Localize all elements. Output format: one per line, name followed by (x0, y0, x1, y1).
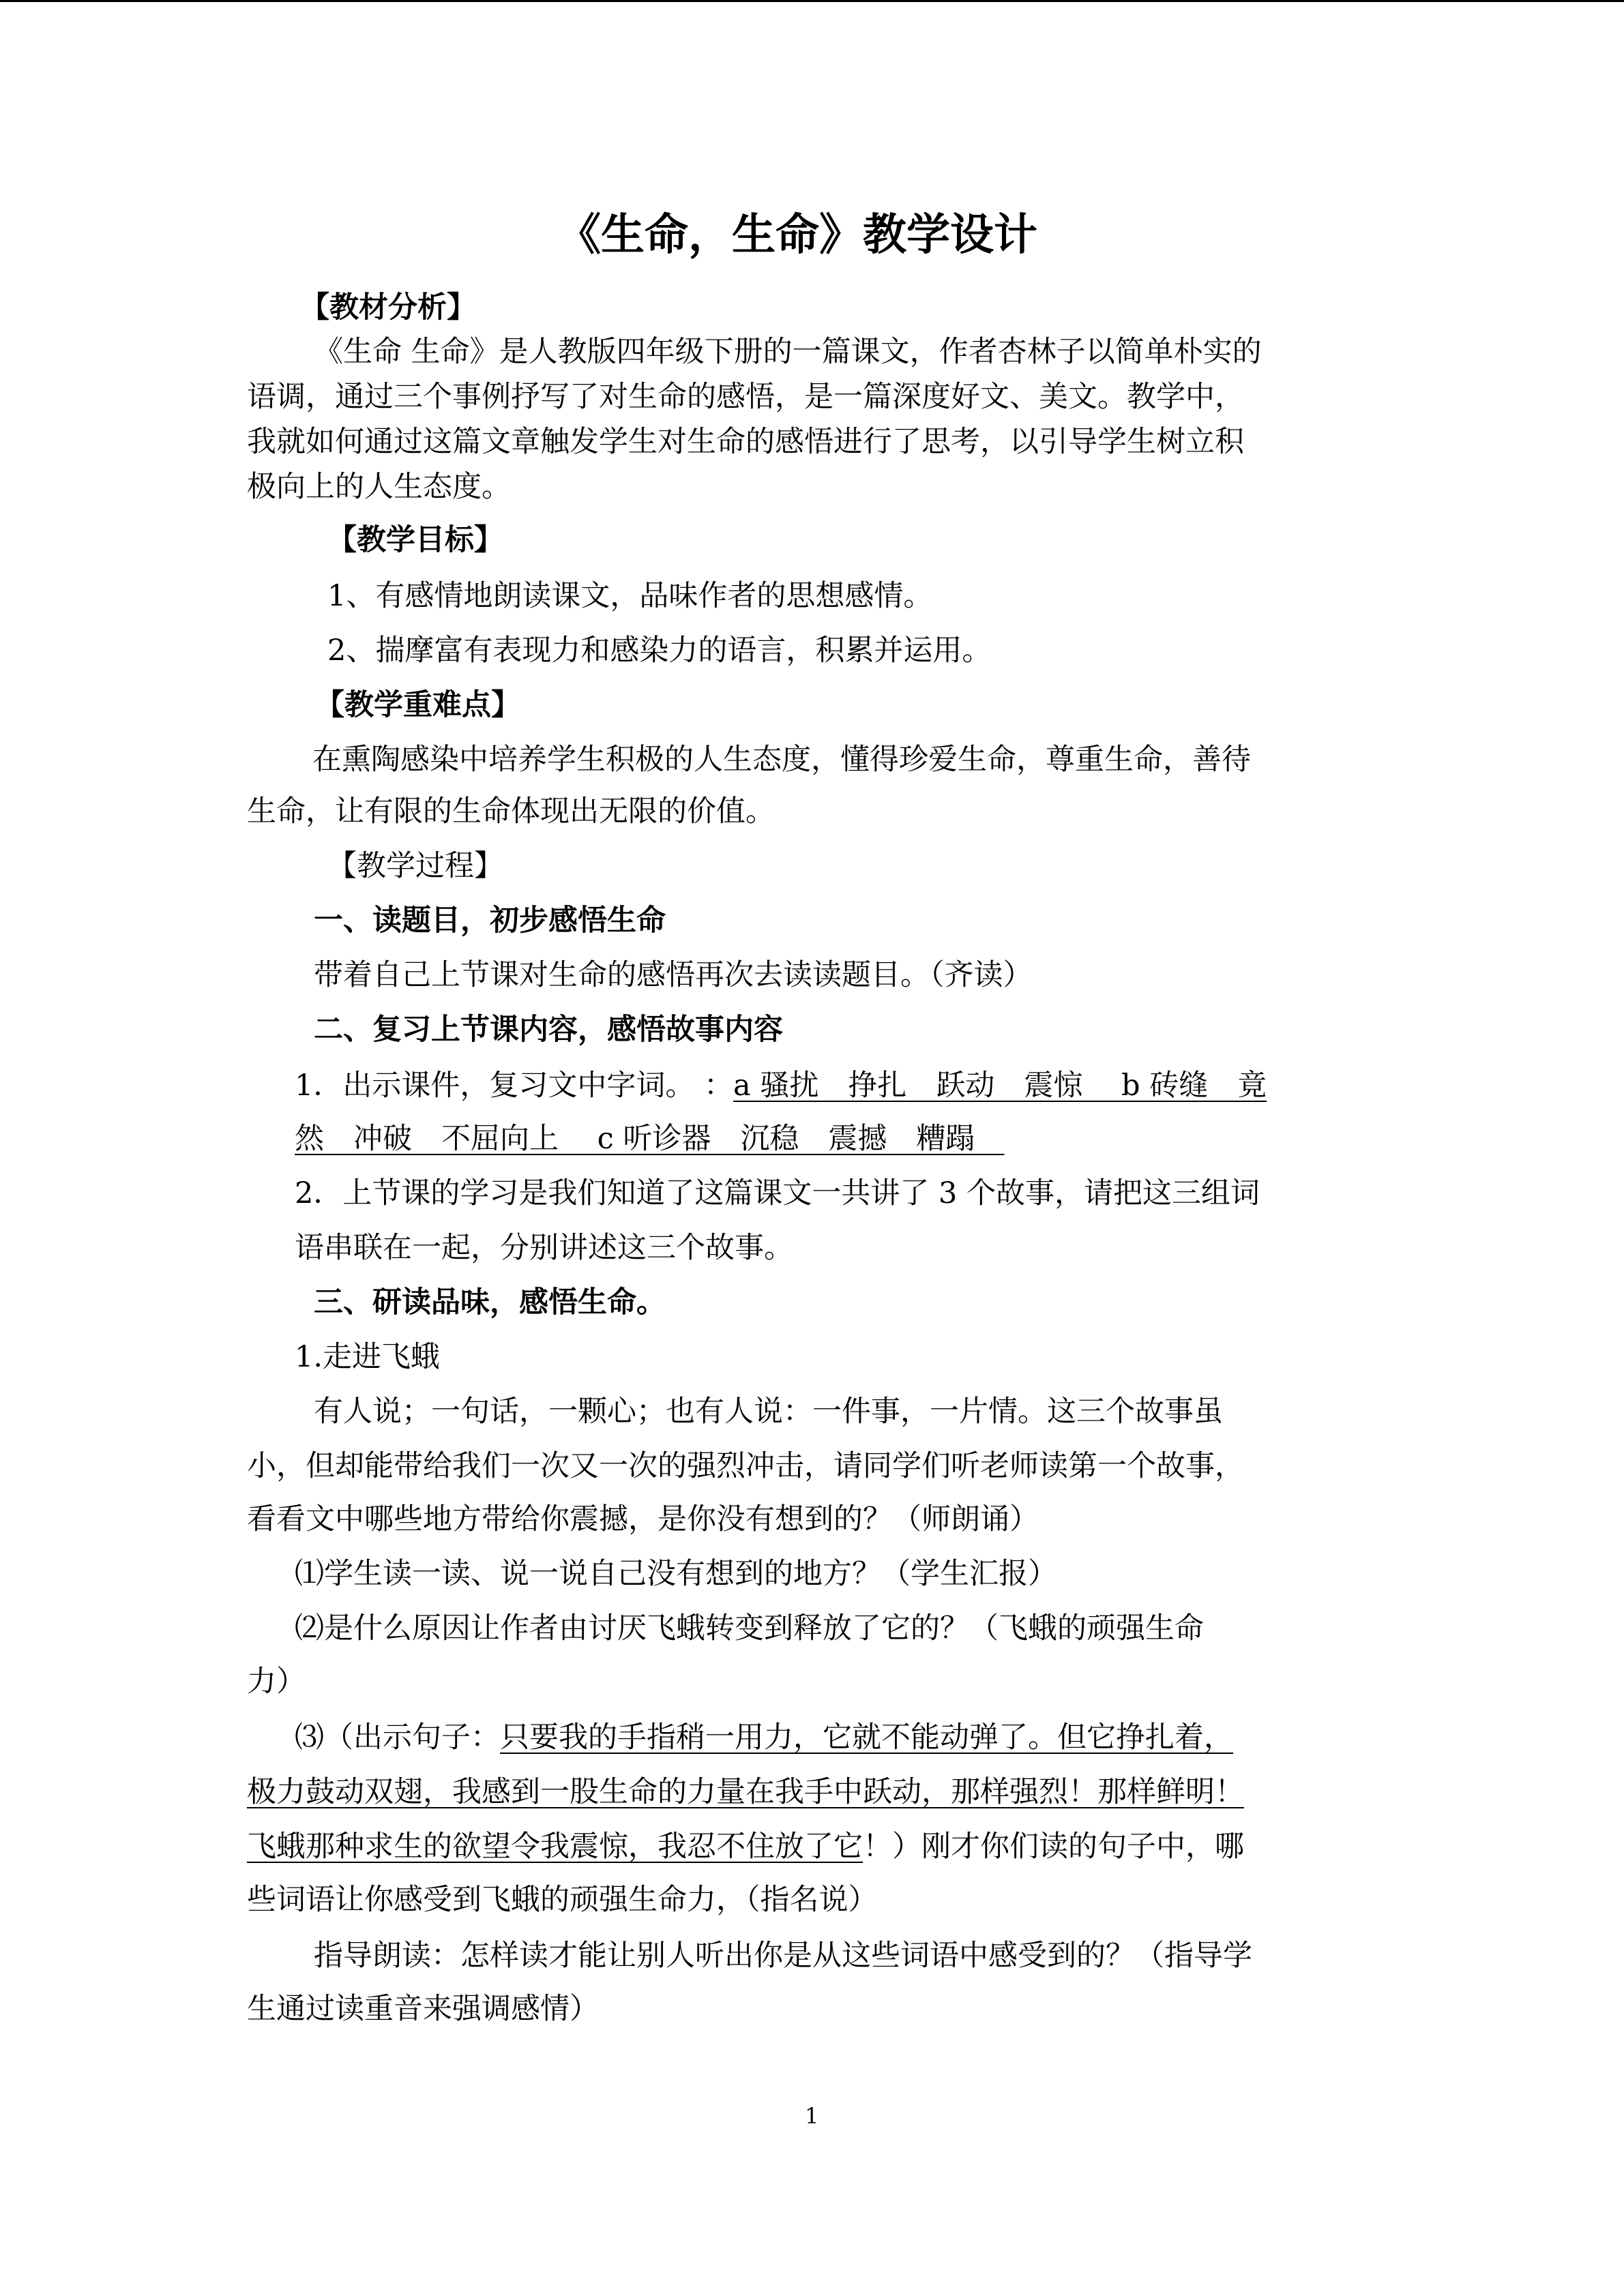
question-2-line: ⑵是什么原因让作者由讨厌飞蛾转变到释放了它的？（飞蛾的顽强生命 (295, 1611, 1204, 1645)
goals-heading: 【教学目标】 (327, 523, 503, 557)
analysis-line: 我就如何通过这篇文章触发学生对生命的感悟进行了思考，以引导学生树立积 (247, 425, 1244, 459)
step3-intro-line: 小，但却能带给我们一次又一次的强烈冲击，请同学们听老师读第一个故事， (247, 1449, 1244, 1483)
quoted-sentence-underlined: 飞蛾那种求生的欲望令我震惊，我忍不住放了它 (247, 1830, 863, 1864)
question-1: ⑴学生读一读、说一说自己没有想到的地方？（学生汇报） (295, 1557, 1057, 1591)
question-3-suffix: ！）刚才你们读的句子中，哪 (863, 1830, 1244, 1864)
vocab-words-underlined: 然 冲破 不屈向上 c 听诊器 沉稳 震撼 糟蹋 (295, 1122, 1005, 1156)
process-heading: 【教学过程】 (327, 849, 503, 883)
step1-heading: 一、读题目，初步感悟生命 (314, 904, 666, 938)
step2-item1-prefix: 1．出示课件，复习文中字词。 ： (295, 1069, 734, 1103)
step3-heading: 三、研读品味，感悟生命。 (314, 1285, 666, 1320)
step1-text: 带着自己上节课对生命的感悟再次去读读题目。（齐读） (314, 958, 1033, 992)
goal-item: 2、揣摩富有表现力和感染力的语言，积累并运用。 (327, 633, 992, 668)
step2-heading: 二、复习上节课内容，感悟故事内容 (314, 1013, 783, 1047)
analysis-line: 极向上的人生态度。 (247, 470, 511, 504)
step2-item2-line: 语串联在一起，分别讲述这三个故事。 (295, 1231, 793, 1265)
step2-item2-line: 2．上节课的学习是我们知道了这篇课文一共讲了 3 个故事，请把这三组词 (295, 1176, 1260, 1210)
step3-intro-line: 看看文中哪些地方带给你震撼，是你没有想到的？（师朗诵） (247, 1502, 1039, 1536)
question-2-line: 力） (247, 1665, 306, 1699)
guide-reading-line: 指导朗读：怎样读才能让别人听出你是从这些词语中感受到的？（指导学 (314, 1939, 1252, 1973)
keypoints-heading: 【教学重难点】 (315, 688, 520, 722)
step3-intro-line: 有人说；一句话，一颗心；也有人说：一件事，一片情。这三个故事虽 (314, 1395, 1223, 1429)
quoted-sentence-underlined: 极力鼓动双翅，我感到一股生命的力量在我手中跃动，那样强烈！那样鲜明！ (247, 1775, 1244, 1809)
quoted-sentence-underlined: 只要我的手指稍一用力，它就不能动弹了。但它挣扎着， (500, 1720, 1233, 1755)
page-number: 1 (805, 2103, 819, 2129)
keypoints-line: 生命，让有限的生命体现出无限的价值。 (247, 794, 775, 829)
question-3-line (247, 1829, 1244, 1864)
document-title: 《生命，生命》教学设计 (557, 210, 1037, 260)
vocab-words-underlined: a 骚扰 挣扎 跃动 震惊 b 砖缝 竟 (733, 1069, 1267, 1103)
analysis-heading: 【教材分析】 (300, 290, 476, 325)
step3-subheading: 1.走进飞蛾 (295, 1340, 441, 1374)
analysis-line: 语调，通过三个事例抒写了对生命的感悟，是一篇深度好文、美文。教学中， (247, 380, 1244, 414)
question-3-line (295, 1720, 1233, 1755)
goal-item: 1、有感情地朗读课文，品味作者的思想感情。 (327, 579, 933, 613)
step2-item1 (295, 1068, 1267, 1103)
question-3-prefix: ⑶（出示句子： (295, 1720, 500, 1755)
question-3-line: 些词语让你感受到飞蛾的顽强生命力，（指名说） (247, 1883, 878, 1917)
keypoints-line: 在熏陶感染中培养学生积极的人生态度，懂得珍爱生命，尊重生命，善待 (312, 743, 1251, 777)
guide-reading-line: 生通过读重音来强调感情） (247, 1992, 599, 2026)
page-top-border (0, 0, 1624, 2)
analysis-line: 《生命 生命》是人教版四年级下册的一篇课文，作者杏林子以简单朴实的 (314, 335, 1262, 369)
